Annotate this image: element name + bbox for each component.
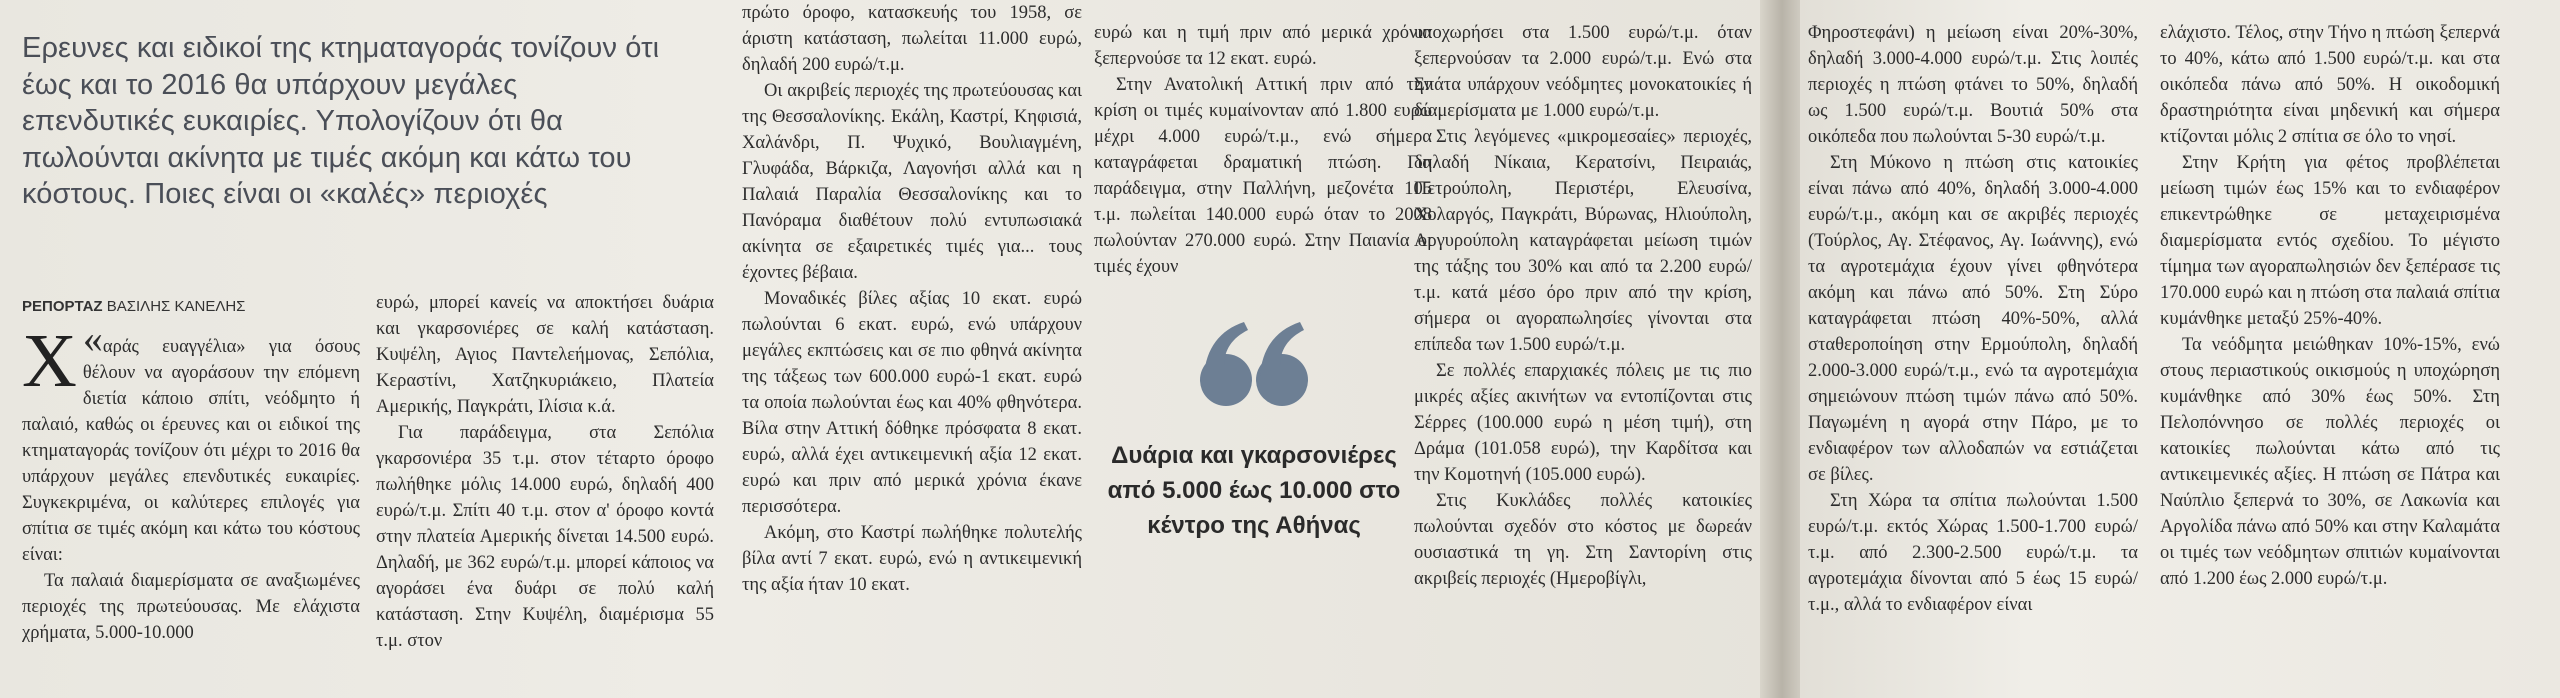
column-4-paragraph-1: ευρώ και η τιμή πριν από μερικά χρόνια ξεπερνούσε τα 12 εκατ. ευρώ.: [1094, 23, 1432, 69]
column-7: [2160, 20, 2500, 592]
column-6: [1808, 20, 2138, 618]
column-5-paragraph-4: Στις Κυκλάδες πολλές κατοικίες πωλούνται σχεδόν στο κόστος με δωρεάν ουσιαστικά τη γη. Στη Σαντορίνη στις ακριβείς περιοχές (Ημεροβίγλι,: [1414, 491, 1752, 589]
column-7-paragraph-1: ελάχιστο. Τέλος, στην Τήνο η πτώση ξεπερνά το 40%, κάτω από 1.500 ευρώ/τ.μ. και στα οικόπεδα πάνω από 50%. Η οικοδομική δραστηριότητα είναι μηδενική και σήμερα κτίζονται μόλις 2 σπίτια σε όλο το νησί.: [2160, 23, 2500, 147]
column-5-paragraph-1: υποχωρήσει στα 1.500 ευρώ/τ.μ. όταν ξεπερνούσαν τα 2.000 ευρώ/τ.μ. Ενώ στα Σπάτα υπάρχουν νεόδμητες μονοκατοικίες ή διαμερίσματα με 1.000 ευρώ/τ.μ.: [1414, 23, 1752, 121]
pull-quote-text: Δυάρια και γκαρσονιέρες από 5.000 έως 10.000 στο κέντρο της Αθήνας: [1107, 442, 1401, 539]
drop-cap: Χ: [22, 319, 77, 403]
quote-marks-icon: [1194, 310, 1314, 420]
column-6-paragraph-1: Φηροστεφάνι) η μείωση είναι 20%-30%, δηλαδή 3.000-4.000 ευρώ/τ.μ. Στις λοιπές περιοχές η πτώση φτάνει το 50%, δηλαδή ως 1.500 ευρώ/τ.μ. Βουτιά 50% στα οικόπεδα που πωλούνται 5-30 ευρώ/τ.μ.: [1808, 23, 2138, 147]
column-3-paragraph-4: Ακόμη, στο Καστρί πωλήθηκε πολυτελής βίλα αντί 7 εκατ. ευρώ, ενώ η αντικειμενική της αξία ήταν 10 εκατ.: [742, 523, 1082, 595]
column-5-paragraph-2: Στις λεγόμενες «μικρομεσαίες» περιοχές, δηλαδή Νίκαια, Κερατσίνι, Πειραιάς, Πετρούπολη, Περιστέρι, Ελευσίνα, Χολαργός, Παγκράτι, Βύρωνας, Ηλιούπολη, Αργυρούπολη καταγράφεται μείωση τιμών της τάξης του 30% και από τα 2.200 ευρώ/τ.μ. κατά μέσο όρο πριν από την κρίση, σήμερα οι αγοραπωλησίες γίνονται στα επίπεδα των 1.500 ευρώ/τ.μ.: [1414, 127, 1752, 355]
column-3-paragraph-3: Μοναδικές βίλες αξίας 10 εκατ. ευρώ πωλούνται 6 εκατ. ευρώ, ενώ υπάρχουν μεγάλες εκπτώσεις και σε πιο φθηνά ακίνητα της τάξεως των 600.000 ευρώ-1 εκατ. ευρώ τα οποία πωλούνται έως και 40% φθηνότερα. Βίλα στην Αττική δόθηκε πρόσφατα 8 εκατ. ευρώ, αλλά έχει αντικειμενική αξία 12 εκατ. ευρώ και πριν από μερικά χρόνια έκανε περισσότερα.: [742, 289, 1082, 517]
column-3-paragraph-1: πρώτο όροφο, κατασκευής του 1958, σε άριστη κατάσταση, πωλείται 11.000 ευρώ, δηλαδή 200 ευρώ/τ.μ.: [742, 3, 1082, 75]
byline: [22, 298, 245, 315]
column-5: [1414, 20, 1752, 592]
column-6-paragraph-2: Στη Μύκονο η πτώση στις κατοικίες είναι πάνω από 40%, δηλαδή 3.000-4.000 ευρώ/τ.μ., ακόμη και σε ακριβές περιοχές (Τούρλος, Αγ. Στέφανος, Αγ. Ιωάννης), ενώ τα αγροτεμάχια έχουν γίνει φθηνότερα ακόμη και πάνω από 50%. Στη Σύρο καταγράφεται πτώση 40%-50%, αλλά σταθεροποίηση στην Ερμούπολη, δηλαδή 2.000-3.000 ευρώ/τ.μ., ενώ τα αγροτεμάχια σημειώνουν πτώση τιμών πάνω από 50%. Παγωμένη η αγορά στην Πάρο, με το ενδιαφέρον των αλλοδαπών να εστιάζεται σε βίλες.: [1808, 153, 2138, 485]
byline-author: ΒΑΣΙΛΗΣ ΚΑΝΕΛΗΣ: [106, 298, 246, 315]
opening-guillemet: «: [82, 316, 103, 361]
column-4: [1094, 20, 1432, 280]
column-6-paragraph-3: Στη Χώρα τα σπίτια πωλούνται 1.500 ευρώ/τ.μ. εκτός Χώρας 1.500-1.700 ευρώ/τ.μ. από 2.300-2.500 ευρώ/τ.μ. τα αγροτεμάχια δίνονται από 5 έως 15 ευρώ/τ.μ., αλλά το ενδιαφέρον είναι: [1808, 491, 2138, 615]
column-1-paragraph-2: Τα παλαιά διαμερίσματα σε αναξιωμένες περιοχές της πρωτεύουσας. Με ελάχιστα χρήματα, 5.000-10.000: [22, 571, 360, 643]
column-1-paragraph-1: [22, 316, 360, 568]
column-3-paragraph-2: Οι ακριβείς περιοχές της πρωτεύουσας και της Θεσσαλονίκης. Εκάλη, Καστρί, Κηφισιά, Χαλάνδρι, Π. Ψυχικό, Βουλιαγμένη, Γλυφάδα, Βάρκιζα, Λαγονήσι αλλά και η Παλαιά Παραλία Θεσσαλονίκης και το Πανόραμα διαθέτουν πολύ εντυπωσιακά ακίνητα σε εξαιρετικές τιμές για... τους έχοντες βέβαια.: [742, 81, 1082, 283]
column-1: [22, 316, 360, 646]
article-lead: Ερευνες και ειδικοί της κτηματαγοράς τονίζουν ότι έως και το 2016 θα υπάρχουν μεγάλες επενδυτικές ευκαιρίες. Υπολογίζουν ότι θα πωλούνται ακίνητα με τιμές ακόμη και κάτω του κόστους. Ποιες είναι οι «καλές» περιοχές: [22, 32, 660, 210]
pull-quote: [1104, 310, 1404, 640]
column-1-text-1: αράς ευαγγέλια» για όσους θέλουν να αγοράσουν την επόμενη διετία κάποιο σπίτι, νεόδμητο ή παλαιό, καθώς οι έρευνες και οι ειδικοί της κτηματαγοράς τονίζουν ότι μέχρι το 2016 θα υπάρχουν μεγάλες επενδυτικές ευκαιρίες. Συγκεκριμένα, οι καλύτερες επιλογές για σπίτια σε τιμές ακόμη και κάτω του κόστους είναι:: [22, 337, 360, 565]
column-7-paragraph-2: Στην Κρήτη για φέτος προβλέπεται μείωση τιμών έως 15% και το ενδιαφέρον επικεντρώθηκε σε μεταχειρισμένα διαμερίσματα εντός σχεδίου. Το μέγιστο τίμημα των αγοραπωλησιών δεν ξεπέρασε τις 170.000 ευρώ και η πτώση στα παλαιά σπίτια κυμάνθηκε μεταξύ 25%-40%.: [2160, 153, 2500, 329]
column-2-paragraph-1: ευρώ, μπορεί κανείς να αποκτήσει δυάρια και γκαρσονιέρες σε καλή κατάσταση. Κυψέλη, Αγιος Παντελεήμονας, Σεπόλια, Κεραστίνι, Χατζηκυριάκειο, Πλατεία Αμερικής, Παγκράτι, Ιλίσια κ.ά.: [376, 293, 714, 417]
column-4-paragraph-2: Στην Ανατολική Αττική πριν από την κρίση οι τιμές κυμαίνονταν από 1.800 ευρώ μέχρι 4.000 ευρώ/τ.μ., ενώ σήμερα καταγράφεται δραματική πτώση. Για παράδειγμα, στην Παλλήνη, μεζονέτα 105 τ.μ. πωλείται 140.000 ευρώ όταν το 2008 πωλούνταν 270.000 ευρώ. Στην Παιανία οι τιμές έχουν: [1094, 75, 1432, 277]
column-3: [742, 0, 1082, 598]
column-2-paragraph-2: Για παράδειγμα, στα Σεπόλια γκαρσονιέρα 35 τ.μ. στον τέταρτο όροφο πωλήθηκε μόλις 14.000 ευρώ, δηλαδή 400 ευρώ/τ.μ. Σπίτι 40 τ.μ. στον α' όροφο κοντά στην πλατεία Αμερικής δίνεται 14.500 ευρώ. Δηλαδή, με 362 ευρώ/τ.μ. μπορεί κάποιος να αγοράσει ένα δυάρι σε πολύ καλή κατάσταση. Στην Κυψέλη, διαμέρισμα 55 τ.μ. στον: [376, 423, 714, 651]
page-gutter: [1760, 0, 1800, 698]
byline-kicker: ΡΕΠΟΡΤΑΖ: [22, 298, 103, 315]
column-5-paragraph-3: Σε πολλές επαρχιακές πόλεις με τις πιο μικρές αξίες ακινήτων να εντοπίζονται στις Σέρρες (100.000 ευρώ η μέση τιμή), στη Δράμα (101.058 ευρώ), την Καρδίτσα και την Κομοτηνή (105.000 ευρώ).: [1414, 361, 1752, 485]
column-2: [376, 290, 714, 654]
column-7-paragraph-3: Τα νεόδμητα μειώθηκαν 10%-15%, ενώ στους περιαστικούς οικισμούς η υποχώρηση κυμάνθηκε από 30% έως 50%. Στη Πελοπόννησο σε πολλές περιοχές οι κατοικίες πωλούνται κάτω από τις αντικειμενικές αξίες. Η πτώση σε Πάτρα και Ναύπλιο ξεπερνά το 30%, σε Λακωνία και Αργολίδα πάνω από 50% και στην Καλαμάτα οι τιμές των νεόδμητων σπιτιών κυμαίνονται από 1.200 έως 2.000 ευρώ/τ.μ.: [2160, 335, 2500, 589]
